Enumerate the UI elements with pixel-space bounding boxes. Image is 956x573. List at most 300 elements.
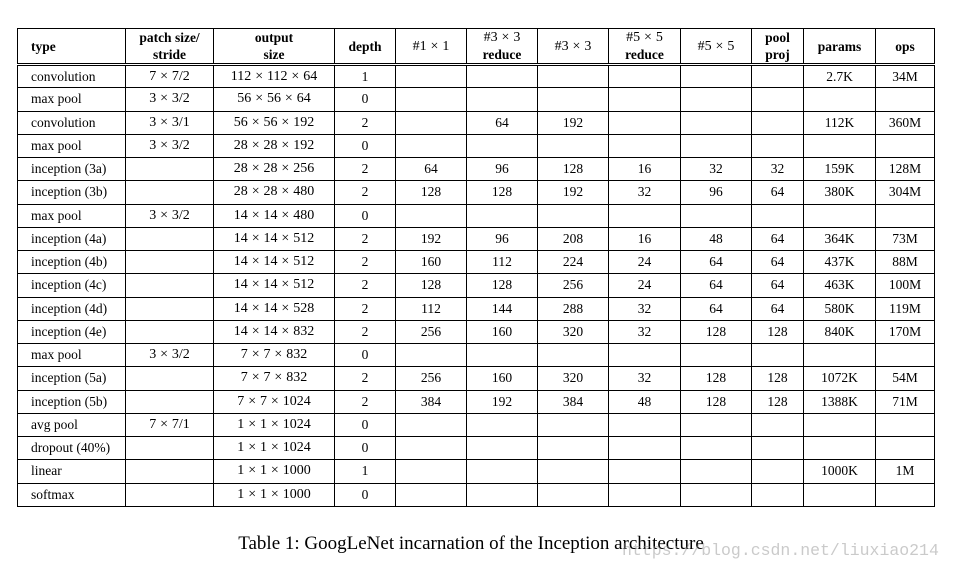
cell-type: inception (4d) xyxy=(18,297,126,320)
cell-ops: 119M xyxy=(876,297,935,320)
cell-depth: 2 xyxy=(335,181,396,204)
cell-patch-stride xyxy=(126,227,214,250)
cell-ops: 1M xyxy=(876,460,935,483)
table-row xyxy=(18,251,935,274)
cell-5x5-reduce xyxy=(609,88,681,111)
cell-patch-stride: 3 × 3/2 xyxy=(126,134,214,157)
cell-patch-stride xyxy=(126,437,214,460)
table-row xyxy=(18,111,935,134)
times-operator: × xyxy=(251,114,260,130)
cell-ops: 54M xyxy=(876,367,935,390)
times-operator: × xyxy=(160,347,168,363)
cell-3x3 xyxy=(538,413,609,436)
cell-5x5: 128 xyxy=(681,367,752,390)
cell-output-size: 14 × 14 × 512 xyxy=(214,274,335,297)
cell-3x3-reduce: 128 xyxy=(467,181,538,204)
times-operator: × xyxy=(251,323,260,339)
cell-depth: 0 xyxy=(335,88,396,111)
cell-5x5 xyxy=(681,483,752,506)
times-operator: × xyxy=(251,254,260,270)
cell-pool-proj xyxy=(752,344,804,367)
cell-1x1 xyxy=(396,460,467,483)
cell-patch-stride xyxy=(126,390,214,413)
cell-output-size: 1 × 1 × 1000 xyxy=(214,483,335,506)
cell-1x1 xyxy=(396,88,467,111)
col-header-3x3-reduce xyxy=(467,29,538,65)
cell-patch-stride xyxy=(126,367,214,390)
cell-3x3: 224 xyxy=(538,251,609,274)
cell-5x5-reduce: 32 xyxy=(609,181,681,204)
cell-pool-proj: 64 xyxy=(752,297,804,320)
cell-3x3: 384 xyxy=(538,390,609,413)
cell-ops: 34M xyxy=(876,65,935,88)
col-header-label: proj xyxy=(765,47,790,62)
cell-1x1 xyxy=(396,65,467,88)
table-row xyxy=(18,227,935,250)
cell-patch-stride xyxy=(126,320,214,343)
cell-output-size: 7 × 7 × 1024 xyxy=(214,390,335,413)
times-operator: × xyxy=(251,207,260,223)
times-operator: × xyxy=(270,440,279,456)
cell-type: softmax xyxy=(18,483,126,506)
cell-3x3-reduce xyxy=(467,65,538,88)
cell-3x3-reduce xyxy=(467,413,538,436)
cell-output-size: 14 × 14 × 512 xyxy=(214,227,335,250)
cell-depth: 2 xyxy=(335,390,396,413)
cell-5x5-reduce xyxy=(609,204,681,227)
cell-5x5-reduce: 16 xyxy=(609,227,681,250)
cell-3x3: 320 xyxy=(538,367,609,390)
cell-1x1 xyxy=(396,483,467,506)
col-header-label: size xyxy=(263,47,285,62)
times-operator: × xyxy=(255,91,264,107)
times-operator: × xyxy=(251,184,260,200)
table-row xyxy=(18,204,935,227)
cell-params xyxy=(804,204,876,227)
cell-3x3 xyxy=(538,460,609,483)
col-header-depth xyxy=(335,29,396,65)
table-row xyxy=(18,344,935,367)
cell-1x1: 64 xyxy=(396,158,467,181)
cell-type: max pool xyxy=(18,344,126,367)
cell-pool-proj xyxy=(752,413,804,436)
cell-5x5-reduce: 16 xyxy=(609,158,681,181)
col-header-ops xyxy=(876,29,935,65)
cell-3x3-reduce: 144 xyxy=(467,297,538,320)
cell-params xyxy=(804,88,876,111)
cell-type: inception (5b) xyxy=(18,390,126,413)
cell-3x3 xyxy=(538,437,609,460)
cell-depth: 1 xyxy=(335,65,396,88)
cell-ops: 73M xyxy=(876,227,935,250)
cell-5x5 xyxy=(681,460,752,483)
cell-patch-stride: 7 × 7/1 xyxy=(126,413,214,436)
cell-depth: 1 xyxy=(335,460,396,483)
times-operator: × xyxy=(270,463,279,479)
cell-3x3-reduce xyxy=(467,88,538,111)
cell-5x5: 64 xyxy=(681,274,752,297)
cell-3x3-reduce: 192 xyxy=(467,390,538,413)
cell-output-size: 14 × 14 × 480 xyxy=(214,204,335,227)
cell-depth: 2 xyxy=(335,274,396,297)
cell-ops: 100M xyxy=(876,274,935,297)
cell-output-size: 112 × 112 × 64 xyxy=(214,65,335,88)
cell-type: inception (4b) xyxy=(18,251,126,274)
times-operator: × xyxy=(160,114,168,130)
cell-type: linear xyxy=(18,460,126,483)
cell-pool-proj xyxy=(752,483,804,506)
times-operator: × xyxy=(160,68,168,84)
cell-pool-proj: 128 xyxy=(752,320,804,343)
cell-1x1: 128 xyxy=(396,274,467,297)
times-operator: × xyxy=(251,347,260,363)
cell-depth: 0 xyxy=(335,437,396,460)
cell-type: inception (4a) xyxy=(18,227,126,250)
cell-ops: 170M xyxy=(876,320,935,343)
times-operator: × xyxy=(248,486,257,502)
times-operator: × xyxy=(248,416,257,432)
col-header-output-size xyxy=(214,29,335,65)
cell-output-size: 28 × 28 × 256 xyxy=(214,158,335,181)
cell-type: convolution xyxy=(18,111,126,134)
cell-pool-proj xyxy=(752,134,804,157)
times-operator: × xyxy=(248,393,257,409)
cell-1x1 xyxy=(396,413,467,436)
cell-5x5: 128 xyxy=(681,390,752,413)
cell-output-size: 14 × 14 × 528 xyxy=(214,297,335,320)
times-operator: × xyxy=(251,137,260,153)
cell-output-size: 56 × 56 × 192 xyxy=(214,111,335,134)
col-header-label: patch size/ xyxy=(139,30,200,45)
times-operator: × xyxy=(572,38,581,54)
table-row xyxy=(18,65,935,88)
cell-ops: 304M xyxy=(876,181,935,204)
col-header-5x5-reduce xyxy=(609,29,681,65)
col-header-5x5 xyxy=(681,29,752,65)
col-header-pool-proj xyxy=(752,29,804,65)
times-operator: × xyxy=(248,440,257,456)
table-row xyxy=(18,134,935,157)
cell-patch-stride xyxy=(126,181,214,204)
times-operator: × xyxy=(281,184,290,200)
cell-3x3-reduce xyxy=(467,204,538,227)
cell-3x3-reduce: 96 xyxy=(467,158,538,181)
cell-type: inception (4c) xyxy=(18,274,126,297)
table-row xyxy=(18,320,935,343)
cell-5x5 xyxy=(681,204,752,227)
cell-params: 364K xyxy=(804,227,876,250)
cell-3x3-reduce xyxy=(467,483,538,506)
times-operator: × xyxy=(284,91,293,107)
cell-type: avg pool xyxy=(18,413,126,436)
times-operator: × xyxy=(251,230,260,246)
cell-pool-proj xyxy=(752,437,804,460)
cell-type: inception (3b) xyxy=(18,181,126,204)
cell-3x3-reduce xyxy=(467,134,538,157)
cell-patch-stride: 3 × 3/2 xyxy=(126,204,214,227)
cell-output-size: 1 × 1 × 1000 xyxy=(214,460,335,483)
cell-patch-stride: 7 × 7/2 xyxy=(126,65,214,88)
cell-5x5: 96 xyxy=(681,181,752,204)
cell-pool-proj: 64 xyxy=(752,274,804,297)
cell-pool-proj: 128 xyxy=(752,367,804,390)
times-operator: × xyxy=(160,137,168,153)
col-header-patch-stride xyxy=(126,29,214,65)
times-operator: × xyxy=(270,393,279,409)
table-row xyxy=(18,181,935,204)
cell-3x3 xyxy=(538,134,609,157)
cell-1x1: 192 xyxy=(396,227,467,250)
cell-5x5-reduce xyxy=(609,65,681,88)
cell-patch-stride xyxy=(126,297,214,320)
cell-ops xyxy=(876,344,935,367)
cell-patch-stride xyxy=(126,158,214,181)
cell-5x5: 64 xyxy=(681,297,752,320)
times-operator: × xyxy=(281,277,290,293)
times-operator: × xyxy=(281,207,290,223)
cell-pool-proj: 64 xyxy=(752,181,804,204)
cell-3x3: 192 xyxy=(538,111,609,134)
architecture-table xyxy=(17,28,935,507)
times-operator: × xyxy=(270,416,279,432)
cell-1x1 xyxy=(396,111,467,134)
cell-5x5: 32 xyxy=(681,158,752,181)
cell-1x1: 256 xyxy=(396,320,467,343)
table-caption: Table 1: GoogLeNet incarnation of the Inception architecture xyxy=(238,533,704,554)
times-operator: × xyxy=(281,230,290,246)
cell-ops xyxy=(876,134,935,157)
cell-1x1 xyxy=(396,134,467,157)
col-header-label: ops xyxy=(895,38,915,54)
col-header-label: #5 × 5 xyxy=(626,30,663,45)
cell-params: 1388K xyxy=(804,390,876,413)
table-row xyxy=(18,483,935,506)
cell-5x5 xyxy=(681,413,752,436)
cell-patch-stride: 3 × 3/2 xyxy=(126,344,214,367)
cell-5x5-reduce: 48 xyxy=(609,390,681,413)
cell-3x3-reduce: 112 xyxy=(467,251,538,274)
watermark: https://blog.csdn.net/liuxiao214 xyxy=(622,541,939,560)
cell-params: 1000K xyxy=(804,460,876,483)
cell-5x5-reduce: 32 xyxy=(609,297,681,320)
cell-params xyxy=(804,134,876,157)
cell-3x3 xyxy=(538,204,609,227)
cell-output-size: 14 × 14 × 512 xyxy=(214,251,335,274)
header-row xyxy=(18,29,935,65)
times-operator: × xyxy=(281,254,290,270)
times-operator: × xyxy=(160,416,168,432)
times-operator: × xyxy=(251,277,260,293)
times-operator: × xyxy=(501,30,510,45)
cell-1x1: 384 xyxy=(396,390,467,413)
times-operator: × xyxy=(160,207,168,223)
cell-3x3-reduce xyxy=(467,460,538,483)
cell-1x1 xyxy=(396,344,467,367)
cell-1x1: 160 xyxy=(396,251,467,274)
cell-1x1 xyxy=(396,204,467,227)
cell-3x3: 288 xyxy=(538,297,609,320)
col-header-label: #1 × 1 xyxy=(412,38,450,54)
cell-output-size: 1 × 1 × 1024 xyxy=(214,413,335,436)
times-operator: × xyxy=(274,347,283,363)
cell-5x5-reduce xyxy=(609,437,681,460)
cell-5x5: 64 xyxy=(681,251,752,274)
cell-output-size: 14 × 14 × 832 xyxy=(214,320,335,343)
cell-ops: 71M xyxy=(876,390,935,413)
times-operator: × xyxy=(248,463,257,479)
cell-depth: 2 xyxy=(335,251,396,274)
cell-3x3-reduce: 128 xyxy=(467,274,538,297)
cell-ops xyxy=(876,437,935,460)
cell-pool-proj xyxy=(752,204,804,227)
cell-patch-stride: 3 × 3/1 xyxy=(126,111,214,134)
cell-pool-proj xyxy=(752,88,804,111)
table-row xyxy=(18,158,935,181)
cell-params: 437K xyxy=(804,251,876,274)
cell-3x3 xyxy=(538,344,609,367)
cell-ops xyxy=(876,483,935,506)
times-operator: × xyxy=(251,300,260,316)
cell-depth: 0 xyxy=(335,204,396,227)
col-header-label: depth xyxy=(348,38,382,54)
cell-type: dropout (40%) xyxy=(18,437,126,460)
times-operator: × xyxy=(430,38,439,54)
cell-1x1 xyxy=(396,437,467,460)
cell-params: 580K xyxy=(804,297,876,320)
cell-5x5-reduce: 24 xyxy=(609,251,681,274)
cell-3x3: 192 xyxy=(538,181,609,204)
cell-params xyxy=(804,437,876,460)
table-row xyxy=(18,390,935,413)
cell-depth: 2 xyxy=(335,111,396,134)
times-operator: × xyxy=(715,38,724,54)
cell-ops xyxy=(876,88,935,111)
cell-depth: 0 xyxy=(335,413,396,436)
times-operator: × xyxy=(281,137,290,153)
cell-3x3 xyxy=(538,483,609,506)
cell-3x3 xyxy=(538,65,609,88)
cell-5x5-reduce: 24 xyxy=(609,274,681,297)
col-header-label: reduce xyxy=(625,47,664,62)
cell-type: inception (3a) xyxy=(18,158,126,181)
times-operator: × xyxy=(160,91,168,107)
cell-5x5 xyxy=(681,344,752,367)
cell-5x5: 48 xyxy=(681,227,752,250)
cell-params: 112K xyxy=(804,111,876,134)
table-row xyxy=(18,274,935,297)
col-header-label: reduce xyxy=(482,47,522,62)
cell-pool-proj: 32 xyxy=(752,158,804,181)
times-operator: × xyxy=(251,370,260,386)
table-row xyxy=(18,297,935,320)
cell-ops: 360M xyxy=(876,111,935,134)
cell-5x5 xyxy=(681,134,752,157)
cell-pool-proj: 128 xyxy=(752,390,804,413)
cell-ops: 128M xyxy=(876,158,935,181)
cell-ops xyxy=(876,413,935,436)
col-header-label: pool xyxy=(765,30,790,45)
col-header-label: stride xyxy=(153,47,186,62)
times-operator: × xyxy=(281,323,290,339)
cell-patch-stride xyxy=(126,460,214,483)
table-row xyxy=(18,367,935,390)
times-operator: × xyxy=(291,68,300,84)
table-row xyxy=(18,437,935,460)
cell-3x3-reduce xyxy=(467,437,538,460)
col-header-label: #5 × 5 xyxy=(697,38,735,54)
col-header-label: params xyxy=(817,38,862,54)
cell-output-size: 7 × 7 × 832 xyxy=(214,344,335,367)
col-header-type xyxy=(18,29,126,65)
cell-pool-proj xyxy=(752,65,804,88)
cell-3x3: 208 xyxy=(538,227,609,250)
cell-depth: 0 xyxy=(335,344,396,367)
cell-depth: 0 xyxy=(335,483,396,506)
cell-ops xyxy=(876,204,935,227)
cell-3x3-reduce: 160 xyxy=(467,367,538,390)
col-header-label: type xyxy=(31,38,56,54)
table-row xyxy=(18,413,935,436)
col-header-3x3 xyxy=(538,29,609,65)
cell-type: convolution xyxy=(18,65,126,88)
cell-params xyxy=(804,413,876,436)
times-operator: × xyxy=(281,161,290,177)
cell-5x5-reduce xyxy=(609,413,681,436)
cell-5x5 xyxy=(681,88,752,111)
cell-3x3-reduce xyxy=(467,344,538,367)
cell-params: 463K xyxy=(804,274,876,297)
cell-3x3-reduce: 96 xyxy=(467,227,538,250)
cell-output-size: 56 × 56 × 64 xyxy=(214,88,335,111)
cell-pool-proj xyxy=(752,111,804,134)
cell-type: inception (5a) xyxy=(18,367,126,390)
cell-ops: 88M xyxy=(876,251,935,274)
cell-type: max pool xyxy=(18,204,126,227)
cell-depth: 2 xyxy=(335,320,396,343)
cell-pool-proj xyxy=(752,460,804,483)
cell-type: inception (4e) xyxy=(18,320,126,343)
cell-pool-proj: 64 xyxy=(752,251,804,274)
table-row xyxy=(18,88,935,111)
times-operator: × xyxy=(281,114,290,130)
cell-pool-proj: 64 xyxy=(752,227,804,250)
times-operator: × xyxy=(644,30,652,45)
col-header-1x1 xyxy=(396,29,467,65)
cell-patch-stride xyxy=(126,274,214,297)
table-row xyxy=(18,460,935,483)
cell-params: 159K xyxy=(804,158,876,181)
cell-output-size: 28 × 28 × 192 xyxy=(214,134,335,157)
cell-1x1: 112 xyxy=(396,297,467,320)
cell-1x1: 256 xyxy=(396,367,467,390)
times-operator: × xyxy=(274,370,283,386)
cell-3x3: 128 xyxy=(538,158,609,181)
cell-patch-stride xyxy=(126,251,214,274)
cell-depth: 2 xyxy=(335,297,396,320)
times-operator: × xyxy=(251,161,260,177)
cell-params: 1072K xyxy=(804,367,876,390)
times-operator: × xyxy=(255,68,264,84)
col-header-label: #3 × 3 xyxy=(554,38,592,54)
cell-5x5-reduce: 32 xyxy=(609,320,681,343)
cell-5x5 xyxy=(681,437,752,460)
times-operator: × xyxy=(270,486,279,502)
cell-5x5-reduce xyxy=(609,483,681,506)
cell-3x3 xyxy=(538,88,609,111)
cell-output-size: 1 × 1 × 1024 xyxy=(214,437,335,460)
cell-params: 840K xyxy=(804,320,876,343)
cell-3x3: 256 xyxy=(538,274,609,297)
